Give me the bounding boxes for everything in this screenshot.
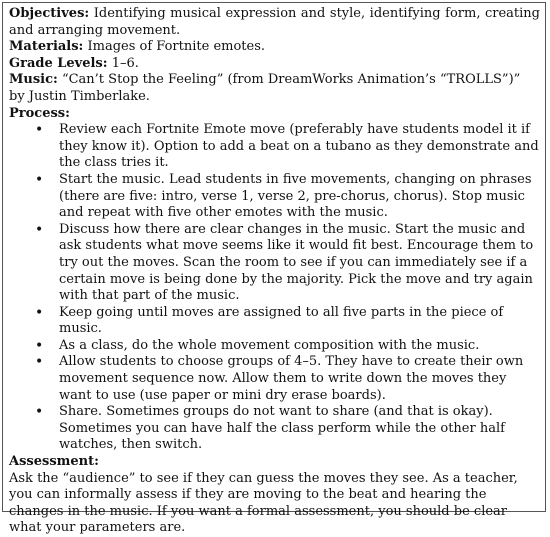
process-item: • Start the music. Lead students in five movements, changing on phrases (there are five: intro, verse 1, verse 2, pre-chorus, chorus). Stop music and repeat with five other emotes with the music. (59, 172, 540, 222)
process-list (9, 122, 540, 454)
objectives-row (9, 6, 540, 39)
process-item: • Discuss how there are clear changes in the music. Start the music and ask students what move seems like it would fit best. Encourage them to try out the moves. Scan the room to see if you can immediately see if a certain move is being done by the majority. Pick the move and try again with that part of the music. (59, 222, 540, 305)
process-item: • Review each Fortnite Emote move (preferably have students model it if they know it). Option to add a beat on a tubano as they demonstrate and the class tries it. (59, 122, 540, 172)
materials-label: Materials: (9, 39, 84, 55)
grade-levels-text: 1–6. (107, 55, 139, 71)
process-heading: Process: (9, 105, 70, 121)
objectives-text: Identifying musical expression and style, identifying form, creating and arranging movement. (9, 6, 540, 38)
process-item: • Share. Sometimes groups do not want to share (and that is okay). Sometimes you can have half the class perform while the other half watches, then switch. (59, 404, 540, 454)
music-text: “Can’t Stop the Feeling” (from DreamWorks Animation’s “TROLLS”)” by Justin Timberlake. (9, 72, 521, 104)
music-label: Music: (9, 72, 58, 88)
assessment-heading: Assessment: (9, 454, 99, 470)
grade-levels-label: Grade Levels: (9, 55, 108, 71)
materials-row (9, 39, 540, 56)
materials-text: Images of Fortnite emotes. (83, 39, 266, 55)
process-item: • As a class, do the whole movement composition with the music. (59, 338, 540, 355)
process-item: • Allow students to choose groups of 4–5. They have to create their own movement sequence now. Allow them to write down the moves they want to use (use paper or mini dry erase boards). (59, 354, 540, 404)
grade-levels-row (9, 56, 540, 73)
music-row (9, 72, 540, 105)
lesson-plan-box (2, 2, 546, 536)
objectives-label: Objectives: (9, 6, 90, 21)
process-item: • Keep going until moves are assigned to all five parts in the piece of music. (59, 305, 540, 338)
assessment-text: Ask the “audience” to see if they can guess the moves they see. As a teacher, you can informally assess if they are moving to the beat and hearing the changes in the music. If you want a formal assessment, you should be clear what your parameters are. (9, 470, 518, 536)
